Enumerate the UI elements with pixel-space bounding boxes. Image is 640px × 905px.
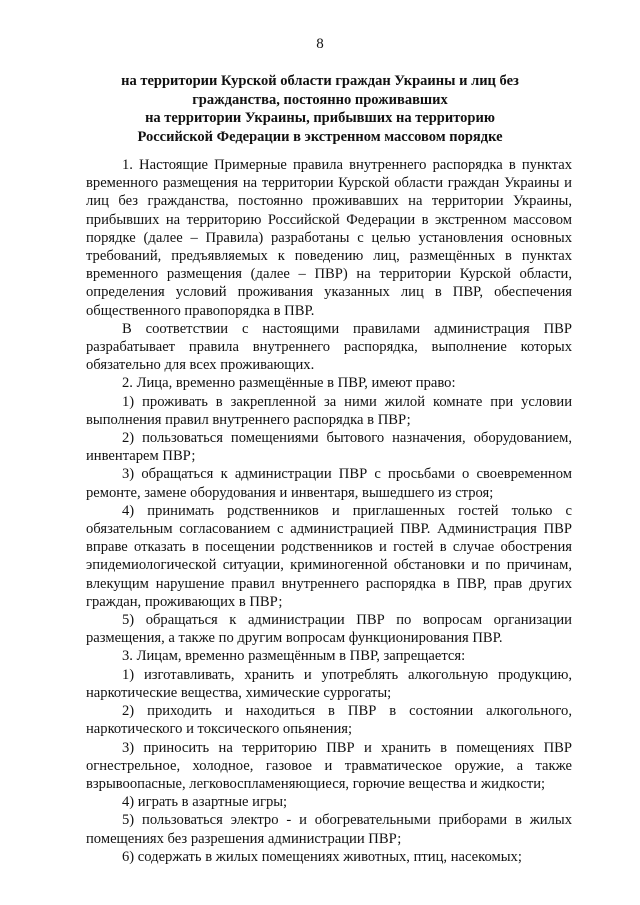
paragraph: 1) изготавливать, хранить и употреблять алкогольную продукцию, наркотические вещества, химические суррогаты;	[86, 666, 572, 701]
paragraph: 1. Настоящие Примерные правила внутреннего распорядка в пунктах временного размещения на территории Курской области граждан Украины и лиц без гражданства, постоянно проживавших на территории Украины, прибывших на территорию Российской Федерации в экстренном массовом порядке (далее – Правила) разработаны с целью установления основных требований, предъявляемых к поведению лиц, размещённых в пунктах временного размещения (далее – ПВР) на территории Курской области, определения условий проживания указанных лиц в ПВР, обеспечения общественного правопорядка в ПВР.	[86, 157, 572, 319]
page-number: 8	[316, 36, 324, 52]
paragraph: 6) содержать в жилых помещениях животных, птиц, насекомых;	[122, 848, 522, 865]
paragraph: 3. Лицам, временно размещённым в ПВР, запрещается:	[122, 648, 466, 665]
paragraph: В соответствии с настоящими правилами администрация ПВР разрабатывает правила внутреннего распорядка, выполнение которых обязательно для всех проживающих.	[86, 320, 572, 374]
paragraph: 5) обращаться к администрации ПВР по вопросам организации размещения, а также по другим вопросам функционирования ПВР.	[86, 612, 572, 647]
paragraph: 2) приходить и находиться в ПВР в состоянии алкогольного, наркотического и токсического опьянения;	[86, 703, 572, 738]
paragraph: 2. Лица, временно размещённые в ПВР, имеют право:	[122, 375, 456, 392]
paragraph: 4) играть в азартные игры;	[122, 794, 288, 811]
paragraph: 4) принимать родственников и приглашенных гостей только с обязательным согласованием с администрацией ПВР. Администрация ПВР вправе отказать в посещении родственников и гостей в случае обострения эпидемиологической ситуации, криминогенной обстановки и по причинам, влекущим нарушение правил внутреннего распорядка в ПВР, прав других граждан, проживающих в ПВР;	[86, 502, 572, 610]
title-line: на территории Украины, прибывших на территорию	[145, 110, 495, 126]
paragraph: 3) приносить на территорию ПВР и хранить в помещениях ПВР огнестрельное, холодное, газовое и травматическое оружие, а также взрывоопасные, легковоспламеняющиеся, горючие вещества и жидкости;	[86, 739, 572, 792]
paragraph: 5) пользоваться электро - и обогревательными приборами в жилых помещениях без разрешения администрации ПВР;	[86, 812, 572, 847]
title-line: на территории Курской области граждан Украины и лиц без	[121, 73, 519, 89]
paragraph: 3) обращаться к администрации ПВР с просьбами о своевременном ремонте, замене оборудования и инвентаря, вышедшего из строя;	[86, 466, 572, 501]
title-line: гражданства, постоянно проживавших	[192, 91, 448, 108]
title-line: Российской Федерации в экстренном массовом порядке	[137, 128, 503, 145]
document-body	[86, 156, 572, 866]
paragraph: 2) пользоваться помещениями бытового назначения, оборудованием, инвентарем ПВР;	[86, 430, 572, 465]
document-title	[100, 72, 540, 146]
paragraph: 1) проживать в закрепленной за ними жилой комнате при условии выполнения правил внутреннего распорядка в ПВР;	[86, 393, 572, 428]
